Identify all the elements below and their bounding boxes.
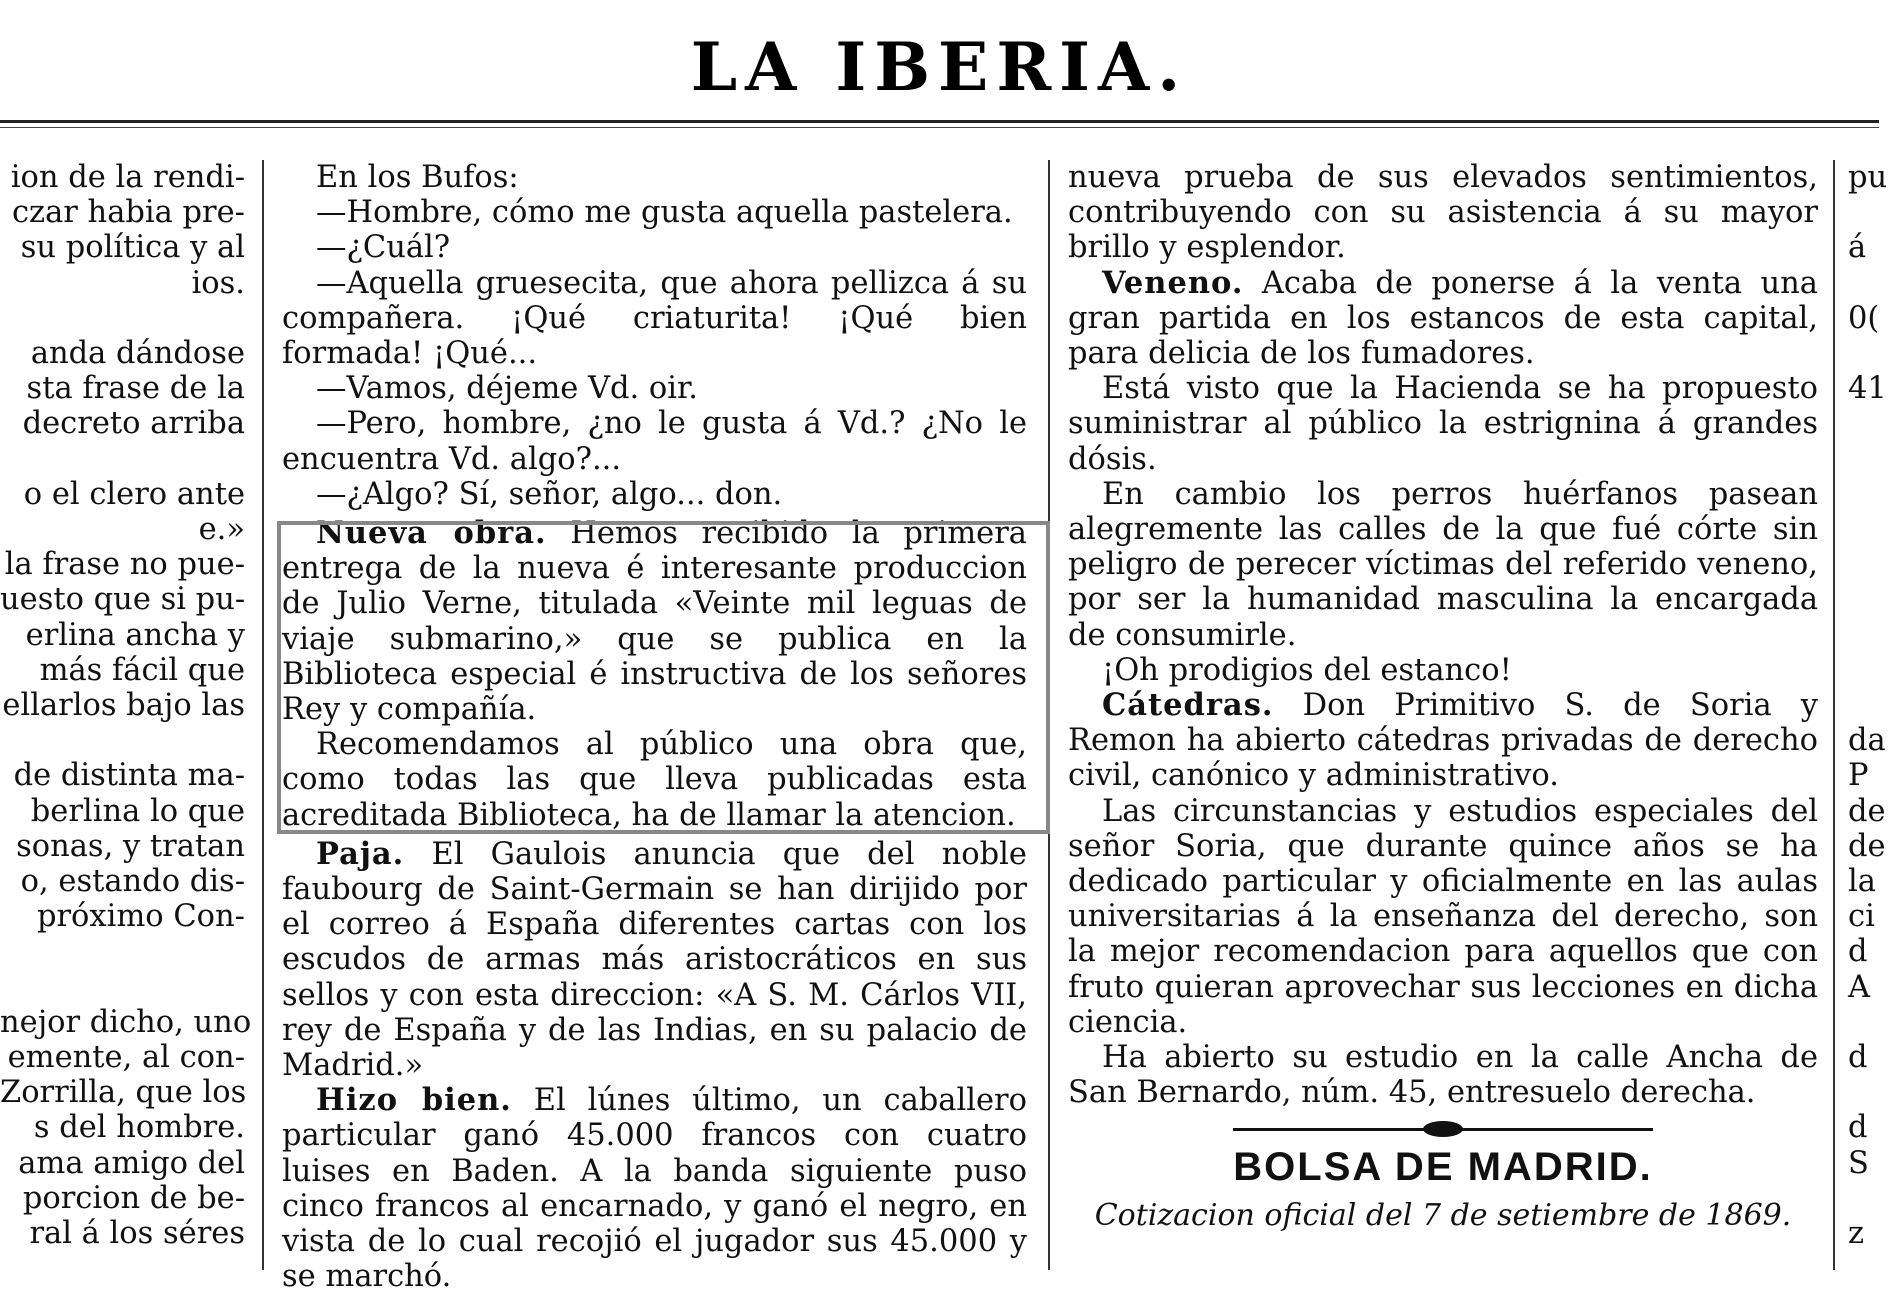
column-line: de [1848, 828, 1886, 864]
column-line [0, 723, 245, 758]
column-line: S [1848, 1145, 1869, 1181]
column-line: la [1848, 864, 1876, 900]
column-line: á [1848, 230, 1867, 266]
column-line: berlina lo que [30, 793, 245, 829]
column-line [0, 934, 245, 969]
masthead [0, 0, 1879, 115]
column-line: la frase no pue- [4, 547, 245, 583]
nueva-obra-body: Hemos recibido la primera entrega de la nueva é interesante produccion de Julio Verne, titulada «Veinte mil leguas de viaje submarino,» que se publica en la Biblioteca especial é instructiva de los señores Rey y compañía. [282, 516, 1027, 728]
catedras-heading: Cátedras. [1102, 687, 1274, 724]
hizo-bien-body: El lúnes último, un caballero particular ganó 45.000 francos con cuatro luises en Baden. A la banda siguiente puso cinco francos al encarnado, y ganó el negro, en vista de lo cual recojió el jugador sus 45.000 y se marchó. [282, 1083, 1027, 1295]
column-line [1848, 195, 1888, 230]
column-line: ci [1848, 899, 1875, 935]
veneno-heading: Veneno. [1102, 264, 1244, 301]
bufos-line: —Hombre, cómo me gusta aquella pastelera. [316, 195, 1013, 231]
column-line: pu [1848, 160, 1888, 195]
bufos-line: En los Bufos: [316, 160, 519, 195]
column-line: sta frase de la [26, 371, 245, 407]
column-left-partial [0, 160, 252, 1270]
column-line [1848, 547, 1888, 582]
column-line [1848, 688, 1888, 723]
column-line: sonas, y tratan [16, 828, 245, 864]
column-line: e.» [198, 512, 245, 548]
column-line: de [1848, 793, 1886, 829]
column-line: A [1848, 969, 1871, 1005]
bufos-line: —Pero, hombre, ¿no le gusta á Vd.? ¿No le encuentra Vd. algo?... [282, 406, 1027, 477]
column-line [1848, 1181, 1888, 1216]
bolsa-heading: BOLSA DE MADRID. [1233, 1145, 1653, 1190]
catedras-paragraph-2: Las circunstancias y estudios especiales del señor Soria, que durante quince años se ha dedicado particular y oficialmente en las aulas universitarias á la enseñanza del derecho, son la mejor recomendacion para aquellos que con fruto quieran aprovechar sus lecciones en dicha ciencia. [1068, 793, 1818, 1040]
catedras-paragraph-3: Ha abierto su estudio en la calle Ancha de San Bernardo, núm. 45, entresuelo derecha. [1068, 1040, 1818, 1111]
catedras-body: Don Primitivo S. de Soria y Remon ha abierto cátedras privadas de derecho civil, canónico y administrativo. [1068, 688, 1818, 794]
column-line: s del hombre. [33, 1110, 245, 1146]
newspaper-title: LA IBERIA. [690, 28, 1189, 106]
column-line: ama amigo del [18, 1145, 245, 1181]
column-line: z [1848, 1216, 1865, 1252]
column-line [0, 442, 245, 477]
column-line: más fácil que [39, 652, 245, 688]
column-line [1848, 406, 1888, 441]
column-line [1848, 1075, 1888, 1110]
column-line: ellarlos bajo las [2, 688, 245, 724]
veneno-body: Acaba de ponerse á la venta una gran partida en los estancos de esta capital, para delicia de los fumadores. [1068, 265, 1818, 372]
column-line [1848, 1005, 1888, 1040]
column-line: emente, al con- [7, 1040, 245, 1076]
column-line [1848, 653, 1888, 688]
paja-heading: Paja. [316, 835, 405, 872]
column-line: d [1848, 1040, 1868, 1076]
column-line: 41 [1848, 371, 1887, 407]
paja-body: El Gaulois anuncia que del noble faubourg de Saint-Germain se han dirijido por el correo á España diferentes cartas con los escudos de armas más aristocráticos en sus sellos y con esta direccion: «A S. M. Cárlos VII, rey de España y de las Indias, en su palacio de Madrid.» [282, 836, 1027, 1084]
column-line: decreto arriba [22, 406, 245, 442]
nueva-obra-heading: Nueva obra. [316, 515, 547, 552]
masthead-rule [0, 120, 1879, 128]
column-middle-right [1068, 160, 1818, 1270]
column-line: nejor dicho, uno [0, 1004, 252, 1040]
veneno-paragraph-2: Está visto que la Hacienda se ha propuesto suministrar al público la estrignina á grandes dósis. [1068, 371, 1818, 477]
column-line: porcion de be- [22, 1180, 245, 1216]
column-line: P [1848, 758, 1869, 794]
veneno-paragraph [1068, 266, 1818, 372]
column-line: anda dándose [30, 336, 245, 372]
paja-paragraph [282, 837, 1027, 1083]
column-line [1848, 618, 1888, 653]
column-right-partial [1848, 160, 1888, 1270]
column-line [1848, 582, 1888, 617]
column-line [1848, 477, 1888, 512]
column-line [0, 970, 245, 1005]
bolsa-subheading: Cotizacion oficial del 7 de setiembre de 1869. [1094, 1197, 1792, 1233]
column-line: 0( [1848, 300, 1880, 336]
column-line [1848, 266, 1888, 301]
hizo-bien-paragraph [282, 1083, 1027, 1294]
nueva-obra-paragraph-2: Recomendamos al público una obra que, como todas las que lleva publicadas esta acreditada Biblioteca, ha de llamar la atencion. [282, 727, 1027, 833]
column-line [1848, 336, 1888, 371]
veneno-paragraph-3: En cambio los perros huérfanos pasean alegremente las calles de la que fué córte sin peligro de perecer víctimas del referido veneno, por ser la humanidad masculina la encargada de consumirle. [1068, 476, 1818, 653]
column-line: Zorrilla, que los [0, 1075, 247, 1111]
column-line: uesto que si pu- [0, 582, 246, 618]
bufos-line: —¿Cuál? [316, 230, 451, 266]
column-line: o el clero ante [23, 476, 245, 512]
column-line: erlina ancha y [25, 617, 245, 653]
column-line: o, estando dis- [20, 864, 245, 900]
column-line [1848, 442, 1888, 477]
highlight-frame [277, 521, 1050, 834]
column-line: próximo Con- [36, 899, 245, 935]
column-line: ral á los séres [29, 1216, 245, 1252]
veneno-paragraph-4: ¡Oh prodigios del estanco! [1102, 652, 1512, 688]
hizo-bien-heading: Hizo bien. [316, 1082, 512, 1119]
column-line [1848, 512, 1888, 547]
bufos-line: —¿Algo? Sí, señor, algo... don. [316, 476, 783, 512]
column-line: czar habia pre- [11, 195, 245, 231]
column-line: de distinta ma- [13, 758, 245, 794]
column-line: ion de la rendi- [10, 160, 245, 195]
intro-paragraph: nueva prueba de sus elevados sentimientos, contribuyendo con su asistencia á su mayor brillo y esplendor. [1068, 160, 1818, 266]
ornamental-rule [1233, 1124, 1653, 1134]
column-line: da [1848, 723, 1886, 759]
column-divider [1833, 160, 1835, 1270]
column-line [0, 301, 245, 336]
bufos-line: —Vamos, déjeme Vd. oir. [316, 371, 698, 407]
column-line: d [1848, 1110, 1868, 1146]
bufos-line: —Aquella gruesecita, que ahora pellizca á su compañera. ¡Qué criaturita! ¡Qué bien formada! ¡Qué... [282, 265, 1027, 372]
column-divider [262, 160, 264, 1270]
column-line: su política y al [20, 230, 245, 266]
column-line: d [1848, 934, 1868, 970]
catedras-paragraph [1068, 688, 1818, 794]
column-line: ios. [191, 265, 245, 301]
